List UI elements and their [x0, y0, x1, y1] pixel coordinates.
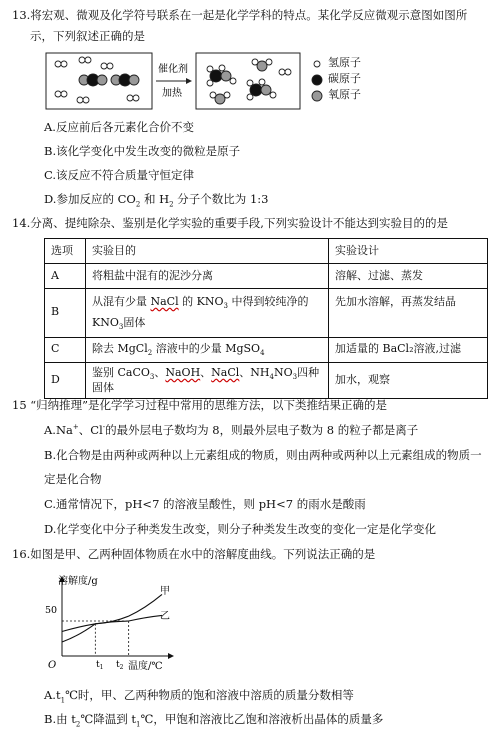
row-b-aim: 从混有少量 NaCl 的 $KNO_3$ 中得到较纯净的 $KNO_3$固体	[86, 289, 329, 338]
row-b-design: 先加水溶解，再蒸发结晶	[329, 289, 488, 338]
legend-carbon: 碳原子	[328, 72, 361, 85]
row-d-design: 加水，观察	[329, 362, 488, 399]
table-header-aim: 实验目的	[86, 239, 329, 264]
q13-stem-line1: 13.将宏观、微观及化学符号联系在一起是化学学科的特点。某化学反应微观示意图如图所	[12, 8, 468, 22]
series-line-1	[62, 615, 162, 631]
solubility-chart	[44, 572, 184, 674]
legend-oxygen: 氧原子	[328, 88, 361, 101]
row-c-option: C	[45, 337, 86, 362]
q13-option-d[interactable]: D.参加反应的 $CO_2$ 和 $H_2$ 分子个数比为 1:3	[44, 192, 269, 209]
reaction-diagram	[44, 50, 304, 114]
arrow-bottom-label: 加热	[162, 88, 182, 99]
legend-markers	[310, 56, 326, 108]
row-a-aim: 将粗盐中混有的泥沙分离	[86, 264, 329, 289]
row-b-option: B	[45, 289, 86, 338]
row-c-aim: 除去 MgCl$_2$ 溶液中的少量 MgSO$_4$	[86, 337, 329, 362]
row-a-option: A	[45, 264, 86, 289]
q15-stem: 15 “归纳推理”是化学学习过程中常用的思维方法，以下类推结果正确的是	[12, 398, 388, 412]
row-d-aim: 鉴别 CaCO$_3$、NaOH、NaCl、$NH_4NO_3$四种固体	[86, 362, 329, 399]
series-jia-label: 甲	[160, 586, 170, 597]
q15-option-b-line1[interactable]: B.化合物是由两种或两种以上元素组成的物质，则由两种或两种以上元素组成的物质一	[44, 448, 482, 462]
row-c-design: 加适量的 BaCl₂溶液,过滤	[329, 337, 488, 362]
q13-option-b[interactable]: B.该化学变化中发生改变的微粒是原子	[44, 144, 241, 158]
series-yi-label: 乙	[160, 611, 170, 622]
table-row	[45, 337, 488, 362]
x-tick-t2: $t_2$	[116, 660, 124, 671]
arrow-top-label: 催化剂	[158, 64, 188, 75]
q15-option-a[interactable]: A.Na+、Cl-的最外层电子数均为 8，则最外层电子数为 8 的粒子都是离子	[44, 423, 419, 437]
q13-stem-line2: 示，下列叙述正确的是	[30, 29, 145, 43]
x-tick-t1: $t_1$	[96, 660, 104, 671]
table-header-row	[45, 239, 488, 264]
table-header-option: 选项	[45, 239, 86, 264]
q16-option-a[interactable]: $A.t_1℃$时，甲、乙两种物质的饱和溶液中溶质的质量分数相等	[44, 688, 354, 705]
y-axis-label: 溶解度/g	[58, 576, 98, 587]
row-d-option: D	[45, 362, 86, 399]
origin-label: O	[48, 660, 57, 671]
q13-option-a[interactable]: A.反应前后各元素化合价不变	[44, 120, 194, 134]
legend-hydrogen: 氢原子	[328, 56, 361, 69]
y-tick-50: 50	[45, 605, 58, 616]
q14-stem: 14.分离、提纯除杂、鉴别是化学实验的重要手段,下列实验设计不能达到实验目的的是	[12, 216, 448, 230]
x-axis-label: 温度/℃	[128, 661, 163, 672]
q16-stem: 16.如图是甲、乙两种固体物质在水中的溶解度曲线。下列说法正确的是	[12, 547, 376, 561]
chart-marks	[59, 576, 174, 659]
q13-option-c[interactable]: C.该反应不符合质量守恒定律	[44, 168, 195, 182]
x-axis-arrow	[168, 653, 174, 659]
q14-table	[44, 238, 488, 399]
table-header-design: 实验设计	[329, 239, 488, 264]
q16-option-b[interactable]: B.由 $t_2℃$降温到 $t_1℃$，甲饱和溶液比乙饱和溶液析出晶体的质量多	[44, 712, 384, 729]
table-row	[45, 264, 488, 289]
q15-option-c[interactable]: C.通常情况下，pH<7 的溶液呈酸性，则 pH<7 的雨水是酸雨	[44, 497, 366, 511]
row-a-design: 溶解、过滤、蒸发	[329, 264, 488, 289]
q15-option-b-line2: 定是化合物	[44, 472, 102, 486]
table-row	[45, 362, 488, 399]
table-row	[45, 289, 488, 338]
q15-option-d[interactable]: D.化学变化中分子种类发生改变，则分子种类发生改变的变化一定是化学变化	[44, 522, 436, 536]
series-line-0	[62, 594, 162, 642]
